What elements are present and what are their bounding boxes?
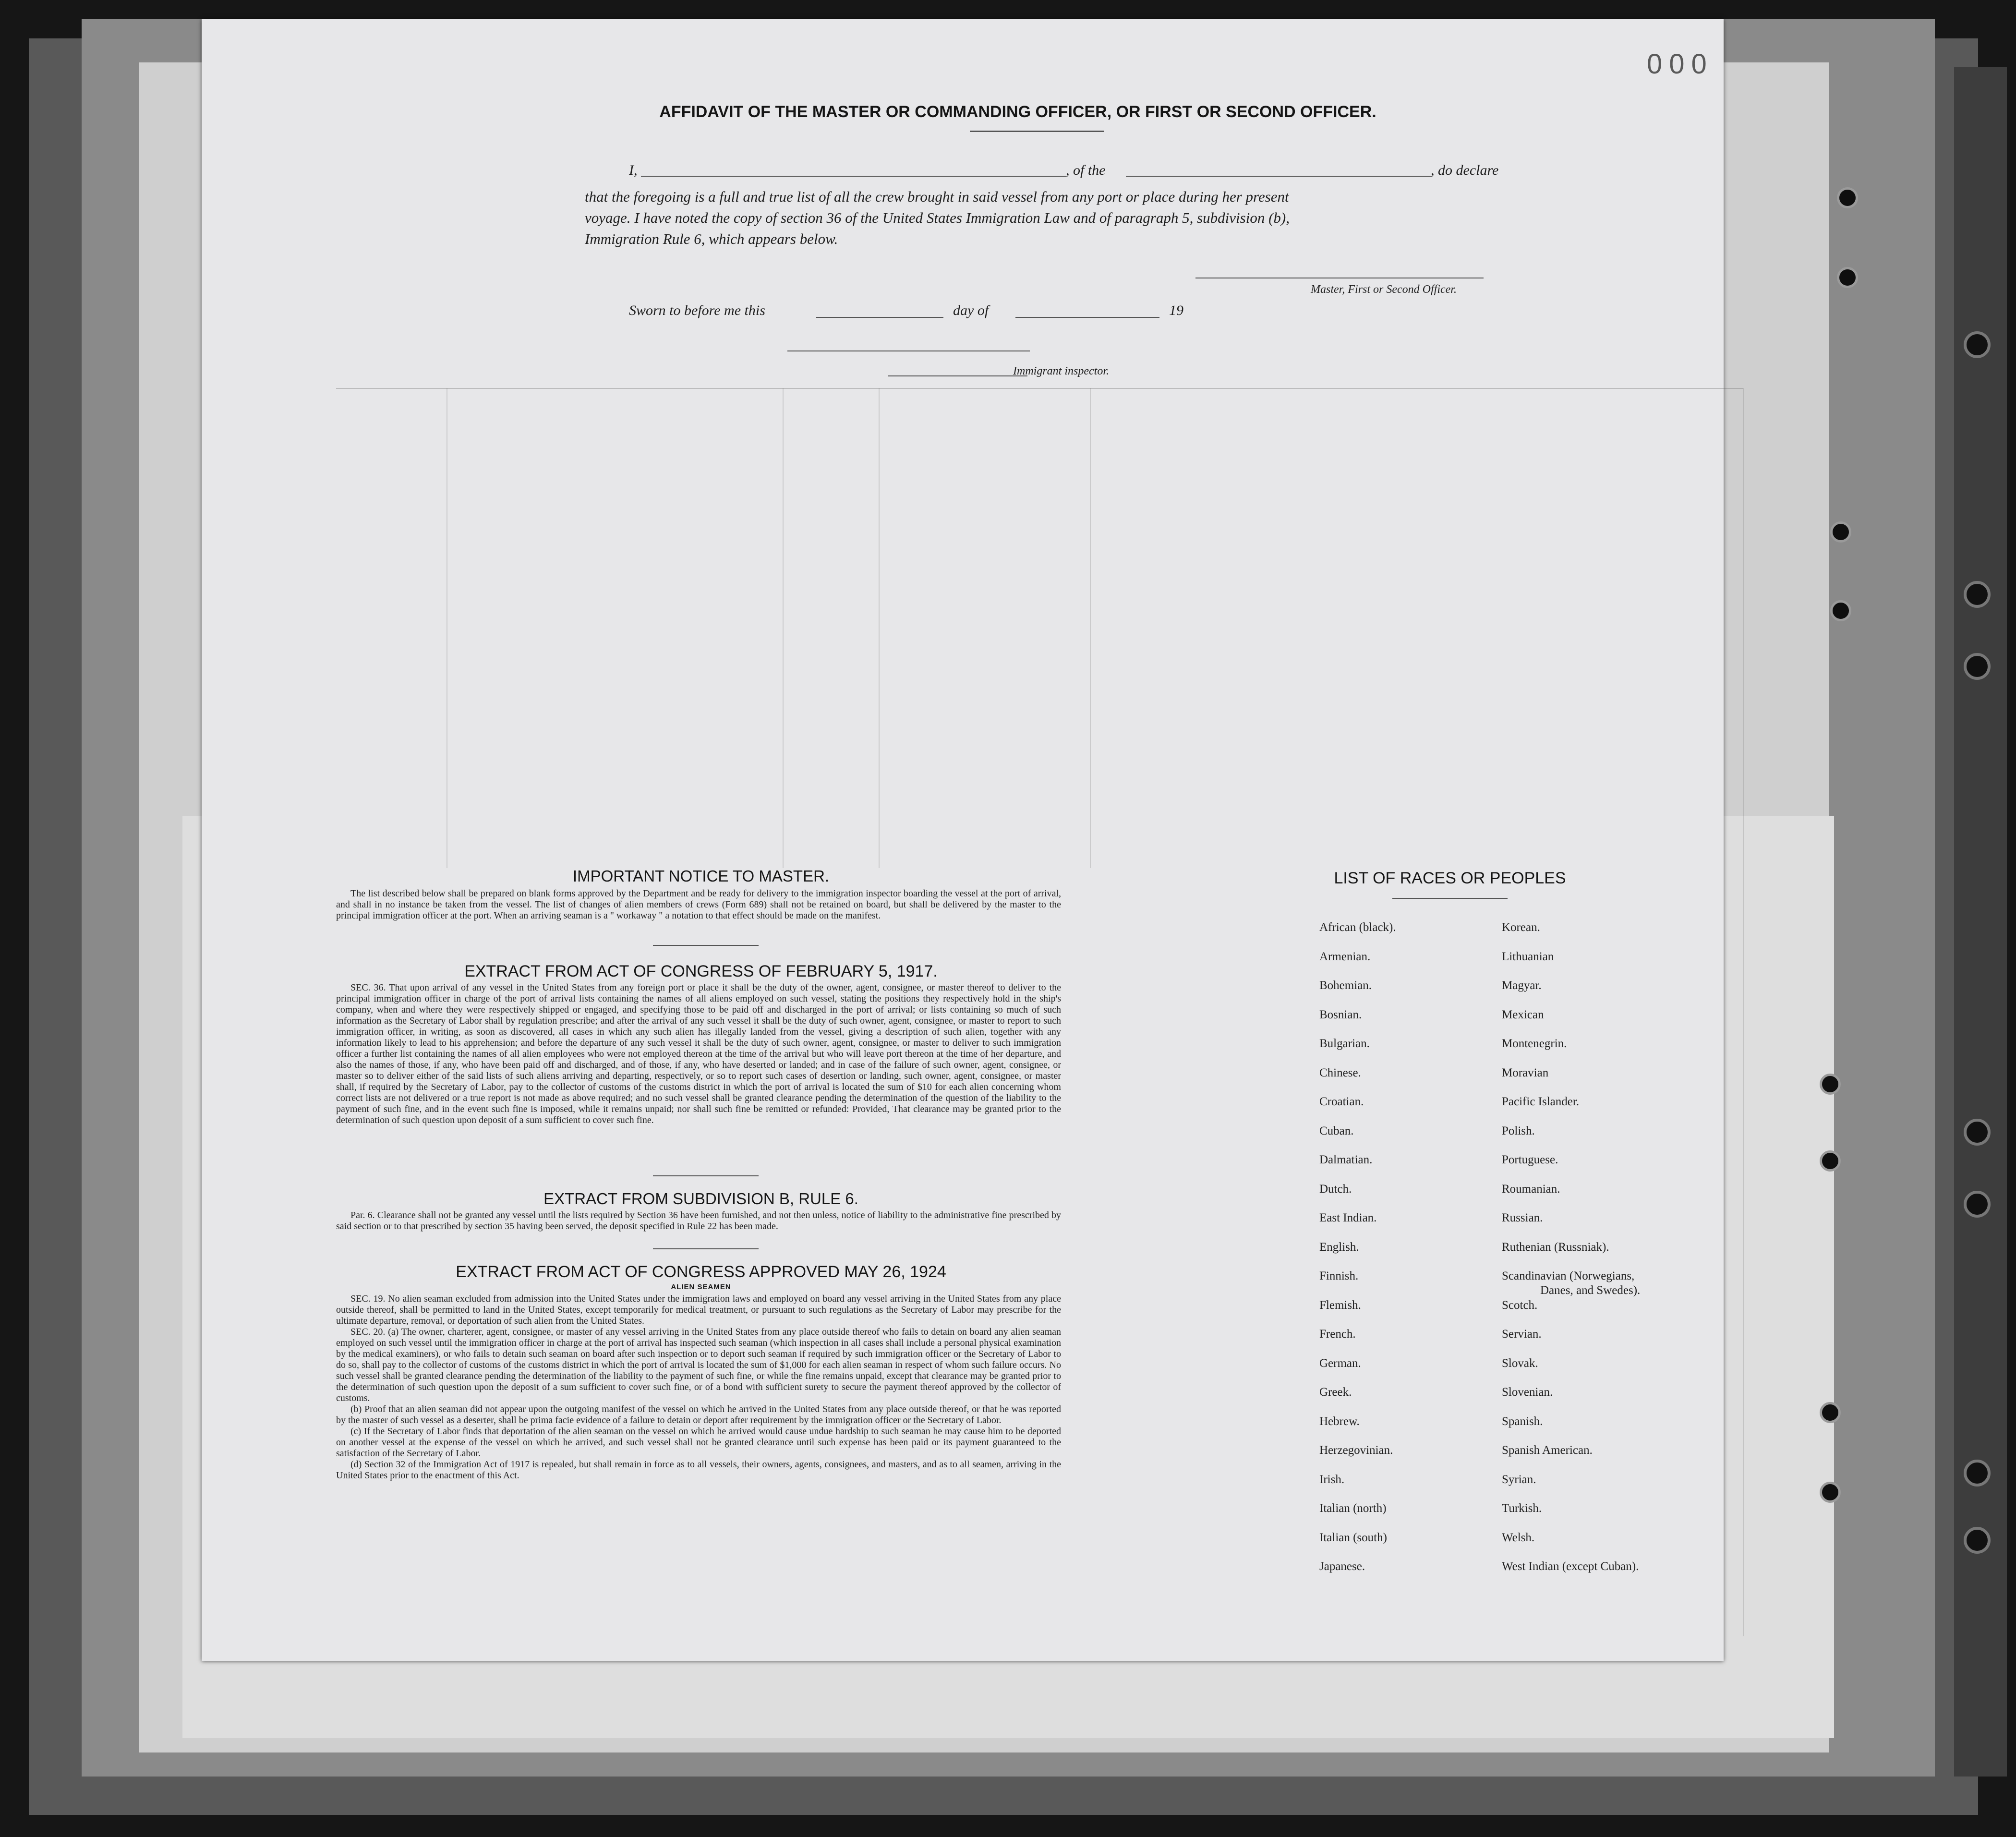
affidavit-line-2: voyage. I have noted the copy of section 36 of the United States Immigration Law and of paragraph 5, subdivision (b),	[585, 209, 1290, 226]
race-item: Bulgarian.	[1319, 1037, 1370, 1050]
stamp-number: 000	[1647, 48, 1714, 80]
extract-1924-paragraph: SEC. 20. (a) The owner, charterer, agent, consignee, or master of any vessel arriving in the United States from any place outside thereof who fails to detain on board any alien seaman employed on such vessel until the immigration officer in charge at the port of arrival has inspected such seaman (which inspection in all cases shall include a personal physical examination by the medical examiners), or who fails to detain such seaman on board after such inspection or to deport such seaman if required by such immigration officer or the Secretary of Labor to do so, shall pay to the collector of customs of the customs district in which the port of arrival is located the sum of $1,000 for each alien seaman in respect of whom such failure occurs. No such vessel shall be granted clearance pending the determination of the liability to the payment of such fine, or while the fine remains unpaid, except that clearance may be granted prior to the determination of such question upon the deposit of a sum sufficient to cover such fine, or of a bond with sufficient surety to secure the payment thereof approved by the collector of customs.	[336, 1327, 1061, 1403]
race-item: Lithuanian	[1502, 950, 1554, 963]
binder-ring-icon	[1964, 1191, 1991, 1218]
race-item: Scotch.	[1502, 1298, 1538, 1312]
extract-rule6-paragraph: Par. 6. Clearance shall not be granted any vessel until the lists required by Section 36 have been furnished, and not then unless, notice of liability to the administrative fine prescribed by said section or to that prescribed by section 35 having been served, the deposit specified in Rule 22 has been made.	[336, 1210, 1061, 1232]
binder-ring-icon	[1964, 653, 1991, 680]
binder-strip	[1954, 67, 2007, 1777]
signature-label: Master, First or Second Officer.	[1311, 283, 1457, 296]
race-item: Japanese.	[1319, 1560, 1365, 1573]
bleed-through-line	[783, 388, 784, 868]
race-item: Cuban.	[1319, 1124, 1354, 1137]
punch-hole-icon	[1830, 600, 1851, 621]
race-item: Danes, and Swedes).	[1540, 1284, 1641, 1297]
race-item: Scandinavian (Norwegians,	[1502, 1269, 1635, 1282]
punch-hole-icon	[1820, 1074, 1841, 1095]
race-item: Armenian.	[1319, 950, 1371, 963]
inspector-signature-line	[787, 350, 1030, 351]
race-item: Finnish.	[1319, 1269, 1359, 1282]
race-item: Herzegovinian.	[1319, 1444, 1393, 1457]
race-item: Welsh.	[1502, 1531, 1535, 1544]
races-divider	[1392, 898, 1508, 899]
binder-ring-icon	[1964, 1460, 1991, 1487]
extract-1924-paragraph: SEC. 19. No alien seaman excluded from admission into the United States under the immigration laws and employed on board any vessel arriving in the United States from any place outside thereof, shall be permitted to land in the United States, except temporarily for medical treatment, or pursuant to such regulations as the Secretary of Labor may prescribe for the ultimate departure, removal, or deportation of such alien from the United States.	[336, 1293, 1061, 1326]
day-of-label: day of	[953, 302, 989, 318]
month-blank-line	[1015, 317, 1159, 318]
notice-title: IMPORTANT NOTICE TO MASTER.	[572, 867, 830, 885]
extract-1924-title: EXTRACT FROM ACT OF CONGRESS APPROVED MAY 26, 1924	[456, 1263, 946, 1281]
race-item: Syrian.	[1502, 1473, 1536, 1486]
extract-1924-paragraph: (d) Section 32 of the Immigration Act of 1917 is repealed, but shall remain in force as to all vessels, their owners, agents, consignees, and masters, and as to all seamen, arriving in the United States prior to the enactment of this Act.	[336, 1459, 1061, 1481]
race-item: French.	[1319, 1328, 1356, 1341]
section-divider	[653, 1248, 759, 1249]
race-item: English.	[1319, 1240, 1359, 1254]
race-item: East Indian.	[1319, 1211, 1377, 1224]
extract-1924-body	[336, 1293, 1061, 1481]
punch-hole-icon	[1830, 521, 1851, 543]
race-item: Italian (south)	[1319, 1531, 1387, 1544]
section-divider	[653, 945, 759, 946]
bleed-through-line	[1743, 388, 1744, 1636]
extract-1924-paragraph: (b) Proof that an alien seaman did not appear upon the outgoing manifest of the vessel on which he arrived in the United States from any place outside thereof, or that he was reported by the master of such vessel as a deserter, shall be prima facie evidence of a failure to detain or deport after requirement by the immigration officer or the Secretary of Labor.	[336, 1404, 1061, 1426]
extract-1917-paragraph: SEC. 36. That upon arrival of any vessel in the United States from any foreign port or place it shall be the duty of the owner, agent, consignee, or master thereof to deliver to the principal immigration officer in charge of the port of arrival lists containing the names of all aliens employed on such vessel, stating the positions they respectively hold in the ship's company, when and where they were respectively shipped or engaged, and specifying those to be paid off and discharged in the port of arrival; or lists containing so much of such information as the Secretary of Labor shall by regulation prescribe; and after the arrival of any such vessel it shall be the duty of such owner, agent, consignee, or master to report to such immigration officer, in writing, as soon as discovered, all cases in which any such alien has illegally landed from the vessel, giving a description of such alien, together with any information likely to lead to his apprehension; and before the departure of any such vessel it shall be the duty of such owner, agent, consignee, or master to deliver to such immigration officer a further list containing the names of all alien employees who were not employed thereon at the time of the arrival but who will leave port thereon at the time of her departure, and also the names of those, if any, who have been paid off and discharged, and of those, if any, who have deserted or landed; and in case of the failure of such owner, agent, consignee, or master so to deliver either of the said lists of such aliens arriving and departing, respectively, or so to report such cases of desertion or landing, such owner, agent, consignee, or master shall, if required by the Secretary of Labor, pay to the collector of customs of the customs district in which the port of arrival is located the sum of $10 for each alien concerning whom correct lists are not delivered or a true report is not made as above required; and no such vessel shall be granted clearance pending the determination of the question of the liability to the payment of such fine, and in the event such fine is imposed, while it remains unpaid; nor shall such fine be remitted or refunded: Provided, That clearance may be granted prior to the determination of such question upon deposit of a sum sufficient to cover such fine.	[336, 982, 1061, 1125]
race-item: African (black).	[1319, 921, 1396, 934]
race-item: Italian (north)	[1319, 1502, 1387, 1515]
vessel-blank-line	[1126, 176, 1431, 177]
race-item: Ruthenian (Russniak).	[1502, 1240, 1609, 1254]
race-item: Pacific Islander.	[1502, 1095, 1580, 1108]
race-item: Bosnian.	[1319, 1008, 1362, 1021]
race-item: Bohemian.	[1319, 979, 1372, 992]
extract-rule6-title: EXTRACT FROM SUBDIVISION B, RULE 6.	[543, 1190, 858, 1208]
race-item: Moravian	[1502, 1066, 1549, 1079]
punch-hole-icon	[1837, 187, 1858, 208]
day-blank-line	[816, 317, 943, 318]
binder-ring-icon	[1964, 1119, 1991, 1146]
punch-hole-icon	[1820, 1402, 1841, 1423]
notice-paragraph: The list described below shall be prepared on blank forms approved by the Department and be ready for delivery to the immigration inspector boarding the vessel at the port of arrival, and shall in no instance be taken from the vessel. The list of changes of alien members of crews (Form 689) shall not be retained on board, but shall be delivered by the master to the principal immigration officer at the port. When an arriving seaman is a " workaway " a notation to that effect should be made on the manifest.	[336, 888, 1061, 921]
race-item: Russian.	[1502, 1211, 1543, 1224]
punch-hole-icon	[1837, 267, 1858, 288]
notice-body	[336, 888, 1061, 921]
extract-1924-paragraph: (c) If the Secretary of Labor finds that deportation of the alien seaman on the vessel on which he arrived would cause undue hardship to such seaman he may cause him to be deported on another vessel at the expense of the vessel on which he arrived, and such vessel shall not be granted clearance until such expense has been paid or its payment guaranteed to the satisfaction of the Secretary of Labor.	[336, 1426, 1061, 1459]
race-item: Polish.	[1502, 1124, 1535, 1137]
race-item: Servian.	[1502, 1328, 1542, 1341]
race-item: Korean.	[1502, 921, 1540, 934]
affidavit-do-declare-label: , do declare	[1431, 162, 1499, 178]
race-item: Greek.	[1319, 1386, 1352, 1399]
bleed-through-line	[336, 388, 1743, 389]
race-item: Chinese.	[1319, 1066, 1361, 1079]
extract-1917-body	[336, 982, 1061, 1126]
sworn-label: Sworn to before me this	[629, 302, 765, 318]
bleed-through-line	[1090, 388, 1091, 868]
binder-ring-icon	[1964, 581, 1991, 608]
bleed-through-line	[879, 388, 880, 868]
races-title: LIST OF RACES OR PEOPLES	[1334, 869, 1566, 887]
extract-1924-subtitle: ALIEN SEAMEN	[671, 1283, 731, 1291]
name-blank-line	[641, 176, 1066, 177]
year-label: 19	[1169, 302, 1183, 318]
affidavit-title: AFFIDAVIT OF THE MASTER OR COMMANDING OFFICER, OR FIRST OR SECOND OFFICER.	[659, 103, 1376, 121]
race-item: Flemish.	[1319, 1298, 1361, 1312]
race-item: West Indian (except Cuban).	[1502, 1560, 1639, 1573]
race-item: Croatian.	[1319, 1095, 1364, 1108]
race-item: Portuguese.	[1502, 1153, 1558, 1166]
extract-rule6-body	[336, 1210, 1061, 1232]
extract-1917-title: EXTRACT FROM ACT OF CONGRESS OF FEBRUARY 5, 1917.	[464, 962, 938, 980]
punch-hole-icon	[1820, 1482, 1841, 1503]
binder-ring-icon	[1964, 1527, 1991, 1554]
race-item: Dutch.	[1319, 1182, 1352, 1196]
race-item: Dalmatian.	[1319, 1153, 1373, 1166]
race-item: Spanish.	[1502, 1414, 1543, 1428]
race-item: Hebrew.	[1319, 1414, 1360, 1428]
race-item: Magyar.	[1502, 979, 1542, 992]
race-item: Slovenian.	[1502, 1386, 1553, 1399]
race-item: Turkish.	[1502, 1502, 1542, 1515]
race-item: Roumanian.	[1502, 1182, 1560, 1196]
race-item: Mexican	[1502, 1008, 1544, 1021]
binder-ring-icon	[1964, 331, 1991, 358]
race-item: German.	[1319, 1356, 1361, 1370]
affidavit-line-3: Immigration Rule 6, which appears below.	[585, 230, 838, 247]
inspector-rule	[888, 375, 1027, 376]
race-item: Spanish American.	[1502, 1444, 1593, 1457]
race-item: Irish.	[1319, 1473, 1345, 1486]
affidavit-of-the-label: , of the	[1066, 162, 1106, 178]
section-divider	[653, 1175, 759, 1176]
race-item: Slovak.	[1502, 1356, 1538, 1370]
punch-hole-icon	[1820, 1150, 1841, 1172]
inspector-label: Immigrant inspector.	[1013, 365, 1109, 377]
affidavit-line-1: that the foregoing is a full and true list of all the crew brought in said vessel from any port or place during her present	[585, 188, 1289, 205]
race-item: Montenegrin.	[1502, 1037, 1567, 1050]
title-divider	[970, 131, 1104, 132]
affidavit-i-label: I,	[629, 162, 638, 178]
